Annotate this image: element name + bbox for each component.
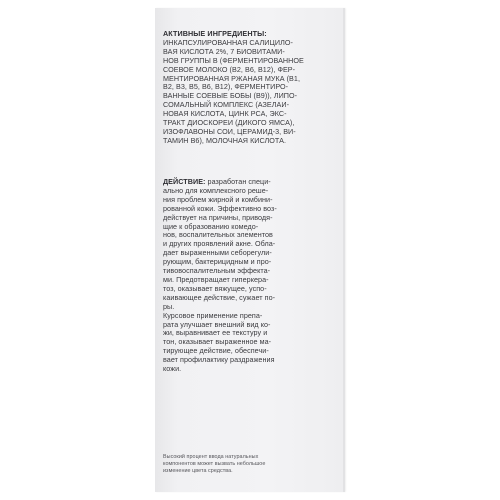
ingredients-line: ВАННЫЕ СОЕВЫЕ БОБЫ (В9)), ЛИПО- (163, 91, 298, 101)
action-line: щие к образованию комедо- (163, 221, 259, 231)
ingredients-line: НОВАЯ КИСЛОТА, ЦИНК РСА, ЭКС- (163, 109, 287, 119)
action-line: ми. Предотвращает гиперкера- (163, 274, 269, 284)
action-line: ры. (163, 301, 175, 311)
ingredients-line: ВАЯ КИСЛОТА 2%, 7 БИОВИТАМИ- (163, 46, 285, 56)
ingredients-line: ИНКАПСУЛИРОВАННАЯ САЛИЦИЛО- (163, 37, 293, 47)
action-line: рата улучшает внешний вид ко- (163, 319, 271, 329)
action-line: и других проявлений акне. Обла- (163, 239, 276, 249)
ingredients-line: ТРАКТ ДИОСКОРЕИ (ДИКОГО ЯМСА), (163, 118, 295, 128)
action-first-line-text: разработан специ- (205, 177, 271, 186)
action-line: тоз, оказывает вяжущее, успо- (163, 283, 267, 293)
ingredients-line: СОМАЛЬНЫЙ КОМПЛЕКС (АЗЕЛАИ- (163, 100, 290, 110)
note-line: изменение цвета средства. (163, 468, 233, 474)
product-box-side (155, 8, 345, 492)
action-line: каивающее действие, сужает по- (163, 292, 276, 302)
action-line: дает выраженными себорегули- (163, 248, 272, 258)
action-line: кожи. (163, 364, 182, 374)
action-line: тирующее действие, обеспечи- (163, 346, 269, 356)
action-line: тон, оказывает выраженное ма- (163, 337, 272, 347)
action-line: рующим, бактерицидным и про- (163, 257, 272, 267)
action-title: ДЕЙСТВИЕ: (163, 177, 206, 186)
action-block (163, 178, 333, 374)
ingredients-block (163, 30, 333, 146)
ingredients-title: АКТИВНЫЕ ИНГРЕДИЕНТЫ: (163, 29, 267, 38)
action-line: нов, воспалительных элементов (163, 230, 273, 240)
ingredients-line: МЕНТИРОВАННАЯ РЖАНАЯ МУКА (В1, (163, 73, 300, 83)
action-line: ния проблем жирной и комбини- (163, 194, 273, 204)
ingredients-line: НОВ ГРУППЫ В (ФЕРМЕНТИРОВАННОЕ (163, 55, 304, 65)
note-block (163, 454, 333, 475)
note-line: компонентов может вызвать небольшое (163, 461, 266, 467)
ingredients-line: СОЕВОЕ МОЛОКО (В2, В6, В12), ФЕР- (163, 64, 296, 74)
action-line: Курсовое применение препа- (163, 310, 263, 320)
ingredients-line: В2, В3, В5, В6, В12), ФЕРМЕНТИРО- (163, 82, 289, 92)
box-edge (343, 8, 345, 492)
action-line: жи, выравнивает ее текстуру и (163, 328, 268, 338)
ingredients-line: ИЗОФЛАВОНЫ СОИ, ЦЕРАМИД-3, ВИ- (163, 126, 296, 136)
action-line: рованной кожи. Эффективно воз- (163, 203, 277, 213)
note-line: Высокий процент ввода натуральных (163, 454, 259, 460)
action-line: действует на причины, приводя- (163, 212, 273, 222)
action-line: тивовоспалительным эффекта- (163, 266, 271, 276)
action-line: вает профилактику раздражения (163, 355, 275, 365)
ingredients-line: ТАМИН В6), МОЛОЧНАЯ КИСЛОТА. (163, 135, 287, 145)
action-line: ально для комплексного реше- (163, 185, 269, 195)
